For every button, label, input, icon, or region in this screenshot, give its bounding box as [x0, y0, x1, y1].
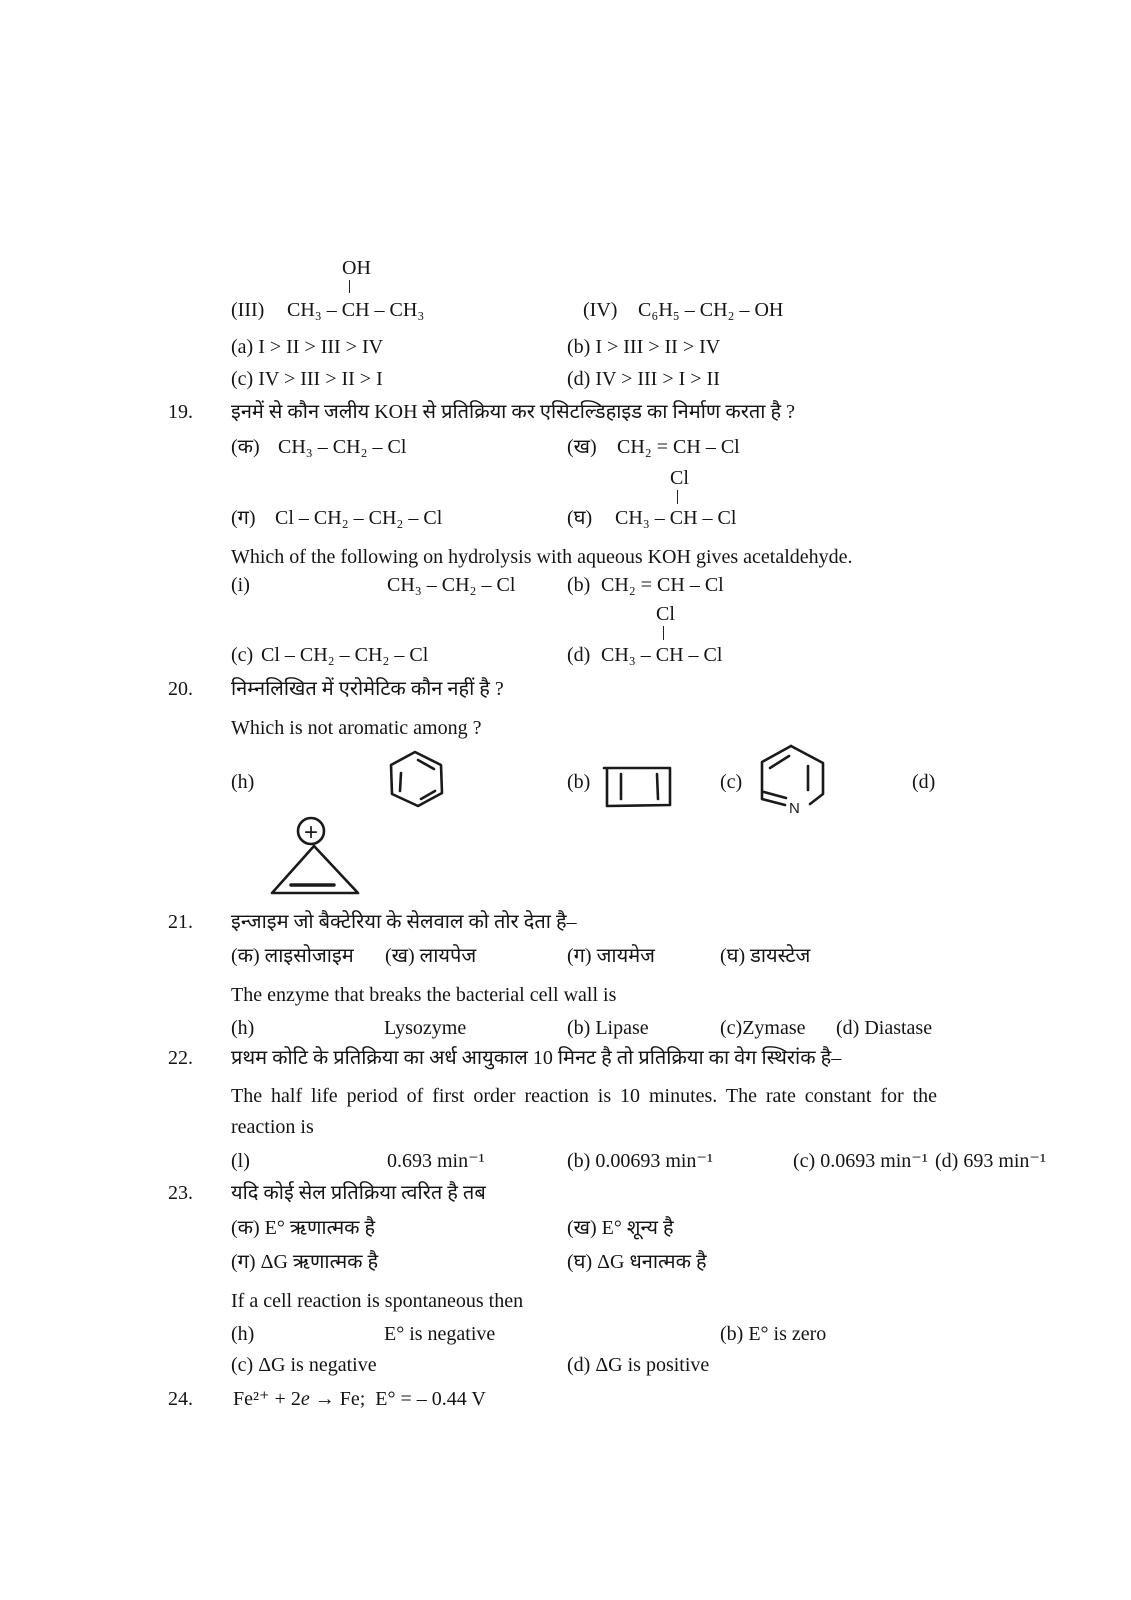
q19-en-option-b-label: (b): [567, 574, 591, 596]
q21-hi-option-gha: (घ) डायस्टेज: [720, 945, 811, 967]
cyclobutadiene-ring: [604, 768, 670, 806]
q21-question-english: The enzyme that breaks the bacterial cell wall is: [231, 984, 617, 1006]
q23-hi-option-ga: (ग) ΔG ऋणात्मक है: [231, 1251, 379, 1273]
q19-hi-option-gha-bond-line: [677, 490, 678, 504]
q20-option-c-label: (c): [720, 771, 743, 793]
pyridine-double-bond-bottom-2: [762, 799, 785, 805]
q22-option-d: (d) 693 min⁻¹: [935, 1150, 1046, 1172]
benzene-double-bond-left: [400, 773, 401, 791]
benzene-double-bond-bottom: [421, 791, 435, 799]
q18-option-b: (b) I > III > II > IV: [567, 336, 721, 358]
q21-question-hindi: इन्जाइम जो बैक्टेरिया के सेलवाल को तोर देता है–: [231, 911, 577, 933]
q19-en-option-d-label: (d): [567, 644, 591, 666]
q19-en-option-c-formula: Cl – CH₂ – CH₂ – Cl: [261, 644, 429, 666]
q18-iv-label: (IV): [583, 299, 618, 321]
q23-en-option-h-text: E° is negative: [384, 1323, 496, 1345]
q23-en-option-d: (d) ΔG is positive: [567, 1354, 710, 1376]
q21-hi-option-kha: (ख) लायपेज: [385, 945, 477, 967]
q23-question-hindi: यदि कोई सेल प्रतिक्रिया त्वरित है तब: [231, 1182, 486, 1204]
q19-en-option-b-formula: CH₂ = CH – Cl: [601, 574, 724, 596]
q20-option-d-label: (d): [912, 771, 936, 793]
q20-option-h-label: (h): [231, 771, 255, 793]
q24-equation-electron: e: [300, 1388, 310, 1410]
q19-hi-option-gha-label: (घ): [567, 507, 593, 529]
q20-question-english: Which is not aromatic among ?: [231, 717, 482, 739]
q22-option-b: (b) 0.00693 min⁻¹: [567, 1150, 713, 1172]
q19-en-option-i-formula: CH₃ – CH₂ – Cl: [387, 574, 516, 596]
q22-question-english-line1: The half life period of first order reaction is 10 minutes. The rate constant for the: [231, 1085, 937, 1107]
q18-option-a: (a) I > II > III > IV: [231, 336, 384, 358]
pyridine-double-bond-top: [770, 756, 789, 768]
q24-equation: [233, 1387, 486, 1411]
q19-en-option-d-substituent: Cl: [656, 603, 675, 625]
benzene-ring: [391, 752, 442, 806]
q18-iv-formula: C₆H₅ – CH₂ – OH: [638, 299, 784, 321]
q21-hi-option-ka: (क) लाइसोजाइम: [231, 945, 354, 967]
q19-en-option-i-label: (i): [231, 574, 250, 596]
q21-en-option-h-label: (h): [231, 1017, 255, 1039]
q19-hi-option-ka-formula: CH₃ – CH₂ – Cl: [278, 436, 407, 458]
pyridine-double-bond-bottom-1: [764, 792, 786, 798]
q18-iii-substituent: OH: [342, 257, 371, 279]
q19-hi-option-ga-formula: Cl – CH₂ – CH₂ – Cl: [275, 507, 443, 529]
q19-en-option-c-label: (c): [231, 644, 254, 666]
cyclopropenyl-cation-structure: [272, 818, 358, 893]
q19-hi-option-kha-formula: CH₂ = CH – Cl: [617, 436, 740, 458]
q19-hi-option-gha-formula: CH₃ – CH – Cl: [615, 507, 737, 529]
q23-hi-option-gha: (घ) ΔG धनात्मक है: [567, 1251, 707, 1273]
q24-equation-product: → Fe; E° = – 0.44 V: [309, 1388, 486, 1410]
q20-option-b-label: (b): [567, 771, 591, 793]
q23-question-english: If a cell reaction is spontaneous then: [231, 1290, 524, 1312]
q19-hi-option-ka-label: (क): [231, 436, 260, 458]
q22-number: 22.: [168, 1047, 193, 1069]
cyclopropenyl-ring: [272, 846, 358, 893]
cyclobutadiene-double-bond-right: [657, 774, 658, 799]
q19-hi-option-ga-label: (ग): [231, 507, 256, 529]
pyridine-ring-left: [762, 746, 791, 798]
q20-question-hindi: निम्नलिखित में एरोमेटिक कौन नहीं है ?: [231, 678, 504, 700]
q21-en-option-b: (b) Lipase: [567, 1017, 649, 1039]
q22-option-l-text: 0.693 min⁻¹: [387, 1150, 485, 1172]
q21-en-option-c: (c)Zymase: [720, 1017, 806, 1039]
q19-en-option-d-formula: CH₃ – CH – Cl: [601, 644, 723, 666]
q20-number: 20.: [168, 678, 193, 700]
q22-question-english-line2: reaction is: [231, 1116, 314, 1138]
q23-en-option-c: (c) ΔG is negative: [231, 1354, 377, 1376]
q23-en-option-b: (b) E° is zero: [720, 1323, 827, 1345]
q19-question-english: Which of the following on hydrolysis with aqueous KOH gives acetaldehyde.: [231, 546, 853, 568]
q21-hi-option-ga: (ग) जायमेज: [567, 945, 656, 967]
positive-charge-sign: +: [303, 819, 319, 846]
q23-hi-option-kha: (ख) E° शून्य है: [567, 1217, 674, 1239]
q18-iii-formula: CH₃ – CH – CH₃: [287, 299, 425, 321]
pyridine-nitrogen-label: N: [789, 800, 800, 817]
positive-charge-circle: [298, 818, 324, 844]
q19-en-option-d-bond-line: [663, 626, 664, 640]
q22-option-c: (c) 0.0693 min⁻¹: [793, 1150, 928, 1172]
q23-number: 23.: [168, 1182, 193, 1204]
pyridine-structure: [762, 746, 823, 817]
q19-number: 19.: [168, 401, 193, 423]
q19-hi-option-kha-label: (ख): [567, 436, 597, 458]
q21-en-option-h-text: Lysozyme: [384, 1017, 467, 1039]
benzene-structure: [391, 752, 442, 806]
benzene-double-bond-top: [418, 760, 434, 769]
q19-question-hindi: इनमें से कौन जलीय KOH से प्रतिक्रिया कर एसिटल्डिहाइड का निर्माण करता है ?: [231, 401, 795, 423]
pyridine-ring-right: [791, 746, 823, 804]
q21-en-option-d: (d) Diastase: [836, 1017, 933, 1039]
q22-question-hindi: प्रथम कोटि के प्रतिक्रिया का अर्ध आयुकाल 10 मिनट है तो प्रतिक्रिया का वेग स्थिरांक है–: [231, 1047, 842, 1069]
q22-option-l-label: (l): [231, 1150, 250, 1172]
q23-hi-option-ka: (क) E° ऋणात्मक है: [231, 1217, 376, 1239]
q24-number: 24.: [168, 1388, 193, 1410]
q18-option-d: (d) IV > III > I > II: [567, 368, 720, 390]
q18-iii-bond-line: [349, 280, 350, 293]
q19-hi-option-gha-substituent: Cl: [670, 467, 689, 489]
q18-option-c: (c) IV > III > II > I: [231, 368, 383, 390]
q24-equation-reactant: Fe²⁺ + 2: [233, 1388, 301, 1410]
cyclobutadiene-structure: [604, 768, 670, 806]
q21-number: 21.: [168, 911, 193, 933]
q18-iii-label: (III): [231, 299, 265, 321]
q23-en-option-h-label: (h): [231, 1323, 255, 1345]
